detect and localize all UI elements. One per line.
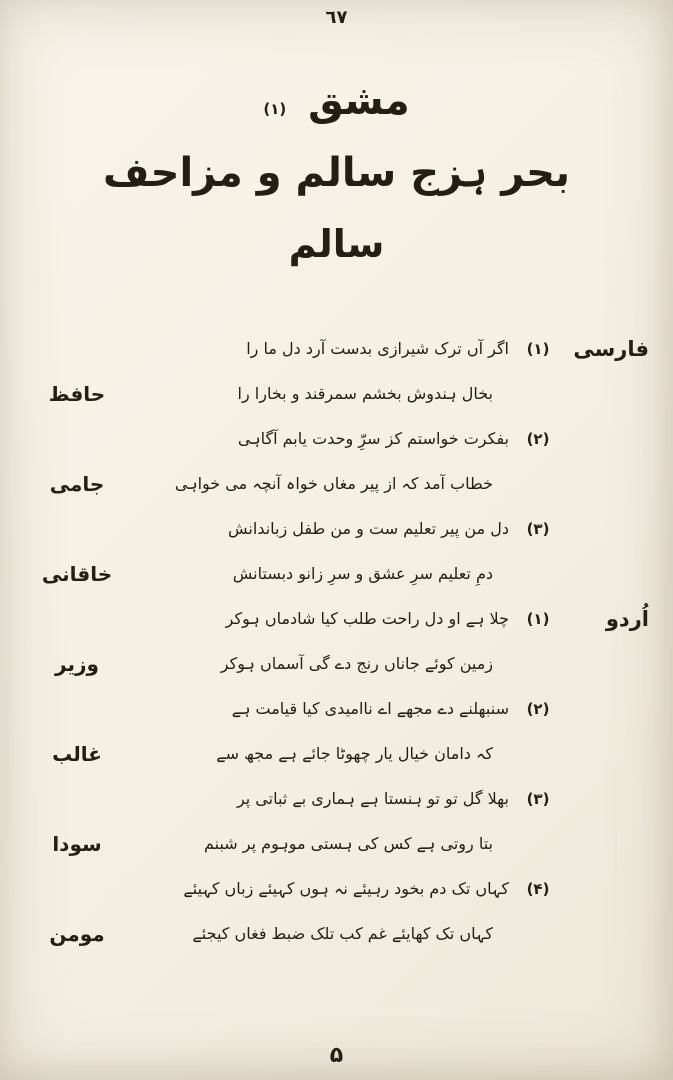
- section-label-urdu: اُردو: [605, 606, 649, 631]
- poet-attribution: جامی: [49, 471, 105, 496]
- verse-line-2: بتا روتی ہے کس کی ہستی موہوم پر شبنم: [204, 834, 493, 853]
- verse-line-1: کہاں تک دم بخود رہیئے نہ ہوں کہیئے زباں کہیئے: [183, 879, 509, 898]
- verse-row: [24, 776, 649, 821]
- poet-attribution: خاقانی: [41, 561, 113, 586]
- verse-row: [24, 326, 649, 371]
- couplet-number: (۴): [526, 879, 550, 898]
- verse-line-2: زمین کوئے جاناں رنج دے گی آسماں ہوکر: [220, 654, 493, 673]
- verse-row: [24, 821, 649, 866]
- exercise-title-text: مشق: [308, 78, 410, 124]
- salim-subheading: سالم: [288, 222, 385, 266]
- verse-row: [24, 641, 649, 686]
- verse-line-1: سنبھلنے دے مجھے اے ناامیدی کیا قیامت ہے: [231, 699, 509, 718]
- verse-row: [24, 416, 649, 461]
- page-number: ٦٧: [325, 7, 348, 28]
- couplet-number: (۲): [526, 699, 550, 718]
- verse-line-2: کہ دامان خیال یار چھوٹا جائے ہے مجھ سے: [216, 744, 493, 763]
- poet-attribution: مومن: [49, 921, 105, 946]
- verse-row: [24, 506, 649, 551]
- verse-row: [24, 911, 649, 956]
- couplet-number: (۱): [526, 339, 550, 358]
- verse-line-1: چلا ہے او دل راحت طلب کیا شادماں ہوکر: [225, 609, 509, 628]
- poet-attribution: حافظ: [48, 381, 106, 406]
- poet-attribution: غالب: [52, 741, 102, 766]
- verse-line-1: دل من پیر تعلیم ست و من طفل زباندانش: [228, 519, 509, 538]
- exercise-title: [0, 78, 673, 124]
- verse-row: [24, 551, 649, 596]
- couplet-number: (۳): [526, 519, 550, 538]
- exercise-number: (۱): [263, 100, 287, 118]
- meter-heading: بحر ہزج سالم و مزاحف: [102, 150, 570, 196]
- footer-mark: ۵: [329, 1043, 344, 1068]
- verse-row: [24, 731, 649, 776]
- verse-row: [24, 686, 649, 731]
- verses-block: [0, 326, 673, 956]
- verse-line-1: بھلا گل تو تو ہنستا ہے ہماری بے ثباتی پر: [236, 789, 509, 808]
- verse-line-1: بفکرت خواستم کز سرِّ وحدت یابم آگاہی: [237, 429, 509, 448]
- verse-row: [24, 596, 649, 641]
- section-label-farsi: فارسی: [573, 336, 649, 361]
- verse-line-2: خطاب آمد کہ از پیر مغاں خواہ آنچہ می خواہی: [174, 474, 493, 493]
- verse-row: [24, 866, 649, 911]
- couplet-number: (۳): [526, 789, 550, 808]
- couplet-number: (۲): [526, 429, 550, 448]
- verse-line-2: بخال ہندوش بخشم سمرقند و بخارا را: [237, 384, 493, 403]
- verse-line-2: کہاں تک کھایئے غم کب تلک ضبط فغاں کیجئے: [192, 924, 493, 943]
- verse-line-1: اگر آں ترک شیرازی بدست آرد دل ما را: [246, 339, 509, 358]
- verse-row: [24, 371, 649, 416]
- poet-attribution: سودا: [52, 831, 102, 856]
- couplet-number: (۱): [526, 609, 550, 628]
- poet-attribution: وزیر: [55, 651, 99, 676]
- verse-row: [24, 461, 649, 506]
- verse-line-2: دمِ تعلیم سرِ عشق و سرِ زانو دبستانش: [232, 564, 493, 583]
- page-header: [0, 78, 673, 266]
